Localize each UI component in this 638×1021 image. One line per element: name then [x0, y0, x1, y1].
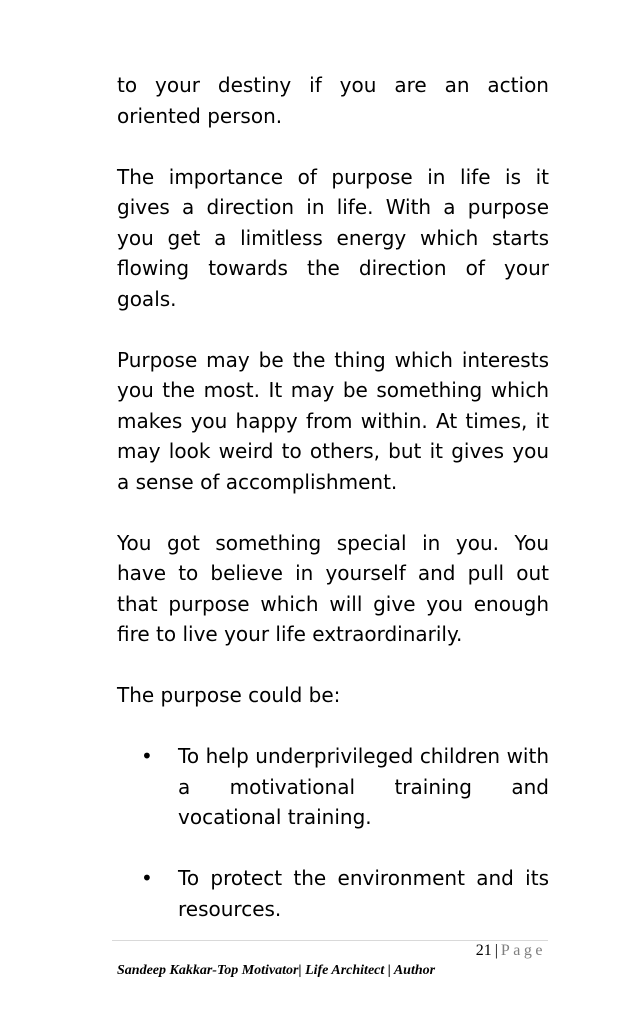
bullet-icon: • [141, 744, 153, 768]
page-number-value: 21 [475, 942, 492, 959]
paragraph: Purpose may be the thing which interests you the most. It may be something which makes you happy from within. At times, it may look weird to others, but it gives you a sense of accomplishment. [117, 347, 549, 494]
paragraph: You got something special in you. You have to believe in yourself and pull out that purpose which will give you enough fire to live your life extraordinarily. [117, 530, 549, 646]
paragraph: The importance of purpose in life is it gives a direction in life. With a purpose you get a limitless energy which starts flowing towards the direction of your goals. [117, 164, 549, 311]
list-item-text: To help underprivileged children with a motivational training and vocational training. [178, 744, 549, 829]
list-item-text: To protect the environment and its resources. [178, 866, 549, 921]
page-label: Page [500, 942, 546, 959]
author-footer: Sandeep Kakkar-Top Motivator| Life Architect | Author [117, 963, 436, 978]
page-body [117, 70, 549, 955]
page-number-separator: | [494, 942, 498, 959]
paragraph: The purpose could be: [117, 683, 341, 707]
paragraph: to your destiny if you are an action oriented person. [117, 73, 549, 128]
list-item [117, 863, 549, 924]
bullet-list [117, 741, 549, 924]
list-item [117, 741, 549, 833]
page-number [476, 941, 546, 961]
bullet-icon: • [141, 866, 153, 890]
